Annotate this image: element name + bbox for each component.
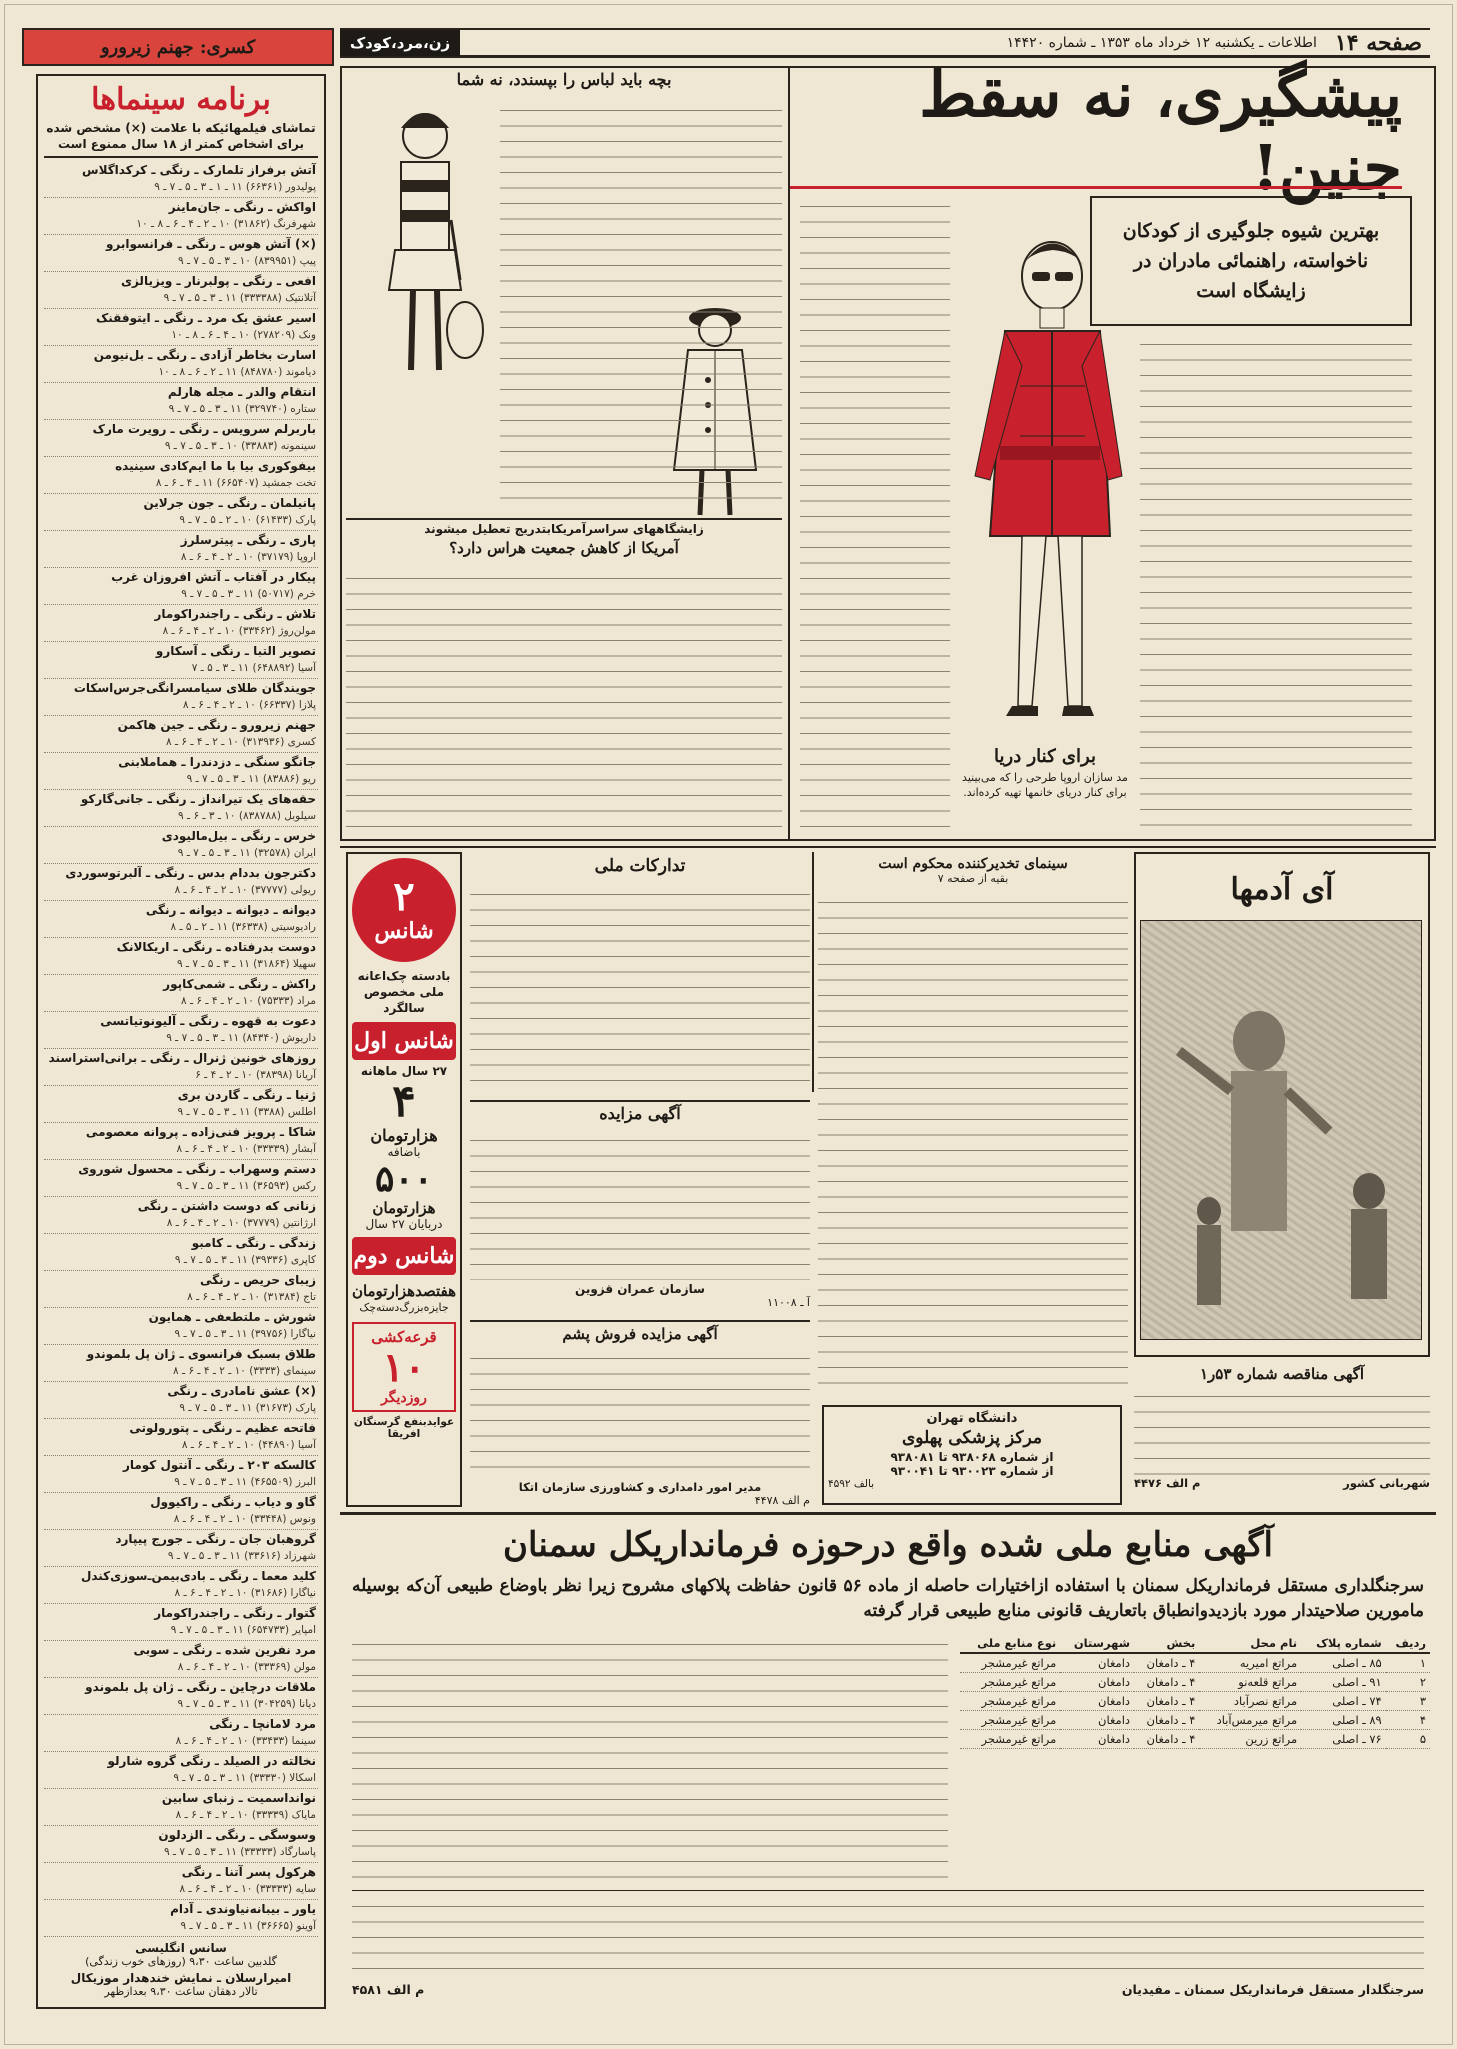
auction1-headline: آگهی مزایده xyxy=(599,1104,681,1123)
cinema-item-detail: مولن‌روژ (۳۳۴۶۲) ۱۰ ـ ۲ ـ ۴ ـ ۶ ـ ۸ xyxy=(162,625,316,637)
university-phone2: از شماره ۹۳۰۰۲۳ تا ۹۳۰۰۴۱ xyxy=(890,1464,1054,1478)
cinema-item-name: یاور ـ بیبانه‌نیاوندی ـ آدام xyxy=(170,1902,316,1916)
cinema-item-detail: آتلانتیک (۳۳۳۳۸۸) ۱۱ ـ ۳ ـ ۵ ـ ۷ ـ ۹ xyxy=(163,292,316,304)
cinema-item xyxy=(44,901,318,938)
cinema-item-name: شورش ـ ملتطعفی ـ همایون xyxy=(148,1310,316,1324)
cinema-item-name: طلاق بسبک فرانسوی ـ ژان پل بلموندو xyxy=(86,1347,316,1361)
cinema-item-detail: ریولی (۳۷۷۷۷) ۱۰ ـ ۲ ـ ۴ ـ ۶ ـ ۸ xyxy=(174,884,316,896)
cinema-item-name: اواکش ـ رنگی ـ جان‌ماینر xyxy=(168,200,316,214)
photo-title: آی آدمها xyxy=(1230,872,1334,907)
table-cell: مراتع غیرمشجر xyxy=(960,1711,1060,1730)
table-cell: ۷۴ ـ اصلی xyxy=(1301,1692,1386,1711)
cinema-item-detail: امپایر (۶۵۴۷۳۳) ۱۱ ـ ۳ ـ ۵ ـ ۷ ـ ۹ xyxy=(170,1624,316,1636)
cinema-item xyxy=(44,1530,318,1567)
cinema-item-detail: ایران (۳۲۵۷۸) ۱۱ ـ ۳ ـ ۵ ـ ۷ ـ ۹ xyxy=(177,847,316,859)
cinema-item-name: دستم وسهراب ـ رنگی ـ محسول شوروی xyxy=(78,1162,316,1176)
issue-date: اطلاعات ـ یکشنبه ۱۲ خرداد ماه ۱۳۵۳ ـ شماره ۱۴۴۲۰ xyxy=(1006,34,1317,51)
cinema-item xyxy=(44,420,318,457)
english-line: گلدبین ساعت ۹،۳۰ (روزهای خوب زندگی) xyxy=(85,1955,277,1968)
cinema-item-name: مرد لامانچا ـ رنگی xyxy=(209,1717,316,1731)
cinema-item-name: پاری ـ رنگی ـ پیترسلرز xyxy=(180,533,316,547)
cinema-item-name: دعوت به قهوه ـ رنگی ـ آلیونوتیاتسی xyxy=(100,1014,316,1028)
header-bar xyxy=(340,28,1430,58)
lottery-first-unit: هزارتومان xyxy=(370,1126,438,1145)
cinema-item-detail: مولن (۳۳۳۶۹) ۱۰ ـ ۲ ـ ۴ ـ ۶ ـ ۸ xyxy=(177,1661,316,1673)
woman-red-dress-drawing xyxy=(960,236,1130,736)
semnan-headline: آگهی منابع ملی شده واقع درحوزه فرمانداریکل سمنان xyxy=(503,1525,1273,1565)
cinema-item-detail: رادیوسیتی (۳۶۳۳۸) ۱۱ ـ ۲ ـ ۵ ـ ۸ xyxy=(170,921,316,933)
cinema-item-detail: آریانا (۳۸۳۹۸) ۱۰ ـ ۲ ـ ۴ ـ ۶ xyxy=(195,1069,316,1081)
cinema-item-name: کالسکه ۲۰۳ ـ رنگی ـ آنتول کومار xyxy=(122,1458,316,1472)
cinema-item xyxy=(44,1567,318,1604)
cinema-item-detail: نیاگارا (۳۹۷۵۶) ۱۱ ـ ۳ ـ ۵ ـ ۷ ـ ۹ xyxy=(174,1328,316,1340)
cinema-item-name: ژنیا ـ رنگی ـ گاردن بری xyxy=(177,1088,316,1102)
tender-signature: شهربانی کشور xyxy=(1343,1476,1430,1490)
photo-box xyxy=(1134,852,1430,1357)
lottery-second-desc: جایزه‌بزرگ‌دسته‌چک xyxy=(359,1301,449,1314)
table-row xyxy=(960,1653,1430,1673)
lottery-draw-box xyxy=(352,1322,456,1412)
table-cell: ۵ xyxy=(1386,1730,1430,1749)
cinema-item-name: تصویر التبا ـ رنگی ـ آسکارو xyxy=(155,644,316,658)
cinema-item-detail: نیاگارا (۳۱۶۸۶) ۱۰ ـ ۲ ـ ۴ ـ ۶ ـ ۸ xyxy=(174,1587,316,1599)
famine-photo-figures xyxy=(1139,921,1421,1341)
cinema-item-detail: تاج (۳۱۳۸۴) ۱۰ ـ ۲ ـ ۴ ـ ۶ ـ ۸ xyxy=(187,1291,316,1303)
kids-headline: بچه باید لباس را بپسندد، نه شما xyxy=(456,70,672,89)
table-cell: دامغان xyxy=(1060,1653,1134,1673)
cinema-item-detail: دیانا (۳۰۴۲۵۹) ۱۱ ـ ۳ ـ ۵ ـ ۷ ـ ۹ xyxy=(177,1698,316,1710)
cinema-item xyxy=(44,272,318,309)
cinema-item-name: حقه‌های یک تیرانداز ـ رنگی ـ جانی‌گارکو xyxy=(80,792,316,806)
supply-headline-box xyxy=(470,856,810,876)
cinema-item-name: شاکا ـ پرویز فنی‌زاده ـ پروانه معصومی xyxy=(85,1125,316,1139)
table-cell: ۴ xyxy=(1386,1711,1430,1730)
table-cell: مراتع غیرمشجر xyxy=(960,1673,1060,1692)
auction1-signature: سازمان عمران قزوین xyxy=(575,1282,705,1296)
page-number: صفحه ۱۴ xyxy=(1334,29,1422,56)
lottery-second: شانس دوم xyxy=(352,1237,456,1275)
cinema-item-name: اسارت بخاطر آزادی ـ رنگی ـ بل‌نیومن xyxy=(93,348,316,362)
caption-box xyxy=(960,744,1130,836)
kids-illustration-tennis xyxy=(355,100,495,400)
cinema-item-detail: ستاره (۳۲۹۷۴۰) ۱۱ ـ ۳ ـ ۵ ـ ۷ ـ ۹ xyxy=(168,403,316,415)
cinema-item-detail: آسیا (۴۴۸۹۰) ۱۰ ـ ۲ ـ ۴ ـ ۶ ـ ۸ xyxy=(181,1439,316,1451)
cinema-item-detail: رکس (۳۶۵۹۳) ۱۱ ـ ۳ ـ ۵ ـ ۷ ـ ۹ xyxy=(176,1180,316,1192)
cinema-item-name: جانگو سنگی ـ دزدندرا ـ هماملابنی xyxy=(118,755,316,769)
table-cell: مراتع غیرمشجر xyxy=(960,1730,1060,1749)
semnan-col-header: نوع منابع ملی xyxy=(960,1634,1060,1653)
divider-supply-cinema xyxy=(812,852,814,1092)
cinema-item-name: زیبای حریص ـ رنگی xyxy=(200,1273,316,1287)
cinema-item-name: گروهبان جان ـ رنگی ـ جورج پیپارد xyxy=(115,1532,316,1546)
headline-rule xyxy=(790,186,1402,189)
cinema-item xyxy=(44,1049,318,1086)
lottery-count: ۲ xyxy=(393,873,415,920)
supply-headline: تدارکات ملی xyxy=(594,856,686,876)
cinema-item-name: روزهای خونین ژنرال ـ رنگی ـ برانی‌استراسند xyxy=(48,1051,316,1065)
cinema-item xyxy=(44,1493,318,1530)
cinema-item-name: نخالته در الصیلد ـ رنگی گروه شارلو xyxy=(107,1754,316,1768)
main-headline-box xyxy=(790,58,1402,204)
cinema-item xyxy=(44,1086,318,1123)
cinema-item xyxy=(44,383,318,420)
cinema-item xyxy=(44,827,318,864)
us-text xyxy=(346,568,782,834)
cinema-item xyxy=(44,1197,318,1234)
table-cell: ۹۱ ـ اصلی xyxy=(1301,1673,1386,1692)
cinema-item xyxy=(44,790,318,827)
table-cell: ۳ xyxy=(1386,1692,1430,1711)
cinema-item-detail: سایه (۳۳۳۳۳) ۱۰ ـ ۲ ـ ۴ ـ ۶ ـ ۸ xyxy=(179,1883,316,1895)
cinema-item-name: جهنم زیرورو ـ رنگی ـ جین هاکمن xyxy=(117,718,316,732)
cinema-item xyxy=(44,753,318,790)
caption-note: مد سازان اروپا طرحی را که می‌بینید برای کنار دریای خانمها تهیه کرده‌اند. xyxy=(962,771,1128,799)
supply-text xyxy=(470,884,810,1094)
tender-title: آگهی مناقصه شماره ۵۳ر۱ xyxy=(1199,1365,1365,1383)
cinema-item-name: هرکول پسر آتنا ـ رنگی xyxy=(181,1865,316,1879)
auction2-signature: مدیر امور دامداری و کشاورزی سازمان اتکا xyxy=(518,1480,762,1494)
lottery-first-unit2: هزارتومان xyxy=(372,1199,436,1217)
cinema-item xyxy=(44,1604,318,1641)
cinema-item-detail: اروپا (۳۷۱۷۹) ۱۰ ـ ۲ ـ ۴ ـ ۶ ـ ۸ xyxy=(180,551,316,563)
divider-main-kids xyxy=(788,66,790,841)
cinema-item xyxy=(44,864,318,901)
lottery-first-desc: ۲۷ سال ماهانه xyxy=(360,1064,448,1078)
crossword-title: کسری: جهنم زیرورو xyxy=(100,36,256,58)
semnan-table-box xyxy=(960,1634,1430,1749)
cinema-item-detail: سینمای (۳۳۳۳) ۱۰ ـ ۲ ـ ۴ ـ ۶ ـ ۸ xyxy=(173,1365,316,1377)
cinema-item-detail: پلازا (۶۶۳۳۷) ۱۰ ـ ۲ ـ ۴ ـ ۶ ـ ۸ xyxy=(182,699,316,711)
cinema-item-name: مرد نفرین شده ـ رنگی ـ سوبی xyxy=(133,1643,316,1657)
auction2-headline-box xyxy=(470,1324,810,1343)
table-cell: ۸۹ ـ اصلی xyxy=(1301,1711,1386,1730)
university-line2: مرکز پزشکی پهلوی xyxy=(902,1428,1042,1448)
lottery-first-amount: ۴ xyxy=(392,1076,416,1127)
cinema-item-detail: خرم (۵۰۷۱۷) ۱۱ ـ ۳ ـ ۵ ـ ۷ ـ ۹ xyxy=(181,588,316,600)
cinema-item-name: دوست بدرفتاده ـ رنگی ـ اریکالانک xyxy=(116,940,316,954)
table-cell: مراتع امیریه xyxy=(1199,1653,1301,1673)
cinema-item xyxy=(44,309,318,346)
cinema-list xyxy=(44,161,318,1937)
auction2-signature-box xyxy=(470,1480,810,1507)
semnan-subtitle-box xyxy=(352,1574,1424,1624)
lottery-draw-count: ۱۰ xyxy=(382,1344,426,1391)
cinema-item-detail: اطلس (۳۳۸۸) ۱۱ ـ ۳ ـ ۵ ـ ۷ ـ ۹ xyxy=(177,1106,316,1118)
table-cell: ۴ ـ دامغان xyxy=(1134,1692,1199,1711)
cinema-item xyxy=(44,457,318,494)
table-row xyxy=(960,1711,1430,1730)
cinema-intro: تماشای فیلمهائیکه با علامت (×) مشخص شده برای اشخاص کمتر از ۱۸ سال ممنوع است xyxy=(44,120,318,158)
cinema-item xyxy=(44,1308,318,1345)
cinema-item-detail: پارک (۳۱۶۷۳) ۱۱ ـ ۳ ـ ۵ ـ ۷ ـ ۹ xyxy=(179,1402,316,1414)
cinema-item xyxy=(44,1123,318,1160)
caption-title: برای کنار دریا xyxy=(994,746,1096,767)
cinema-item-name: خرس ـ رنگی ـ بیل‌مالیودی xyxy=(161,829,316,843)
cinema-item-detail: ونوس (۳۳۴۴۸) ۱۰ ـ ۲ ـ ۴ ـ ۶ ـ ۸ xyxy=(173,1513,316,1525)
table-cell: ۸۵ ـ اصلی xyxy=(1301,1653,1386,1673)
cinema-item xyxy=(44,1678,318,1715)
semnan-signature: سرجنگلدار مستقل فرمانداریکل سمنان ـ مفیدیان xyxy=(1121,1982,1424,1997)
cinema-item xyxy=(44,346,318,383)
semnan-col-header: شماره پلاک xyxy=(1301,1634,1386,1653)
cinema-item xyxy=(44,235,318,272)
cinema-item-name: (×) عشق نامادری ـ رنگی xyxy=(167,1384,316,1398)
kids-headline-box xyxy=(346,70,782,96)
fashion-illustration xyxy=(960,236,1130,736)
university-ref: بالف ۴۵۹۲ xyxy=(828,1478,875,1490)
divider-kids-us xyxy=(346,518,782,520)
table-cell: مراتع غیرمشجر xyxy=(960,1653,1060,1673)
cinema-item-detail: اسکالا (۳۳۳۳۰) ۱۱ ـ ۳ ـ ۵ ـ ۷ ـ ۹ xyxy=(173,1772,316,1784)
cinema-article-title: سینمای تخدیرکننده محکوم است xyxy=(878,856,1068,872)
cinema-item-detail: دیاموند (۸۴۸۷۸۰) ۱۱ ـ ۲ ـ ۶ ـ ۸ ـ ۱۰ xyxy=(158,366,316,378)
cinema-item xyxy=(44,1900,318,1937)
cinema-item-name: اسیر عشق یک مرد ـ رنگی ـ ایتوفقنک xyxy=(95,311,316,325)
lottery-plus: باضافه xyxy=(387,1145,421,1159)
semnan-table-body xyxy=(960,1653,1430,1749)
table-cell: مراتع قلعه‌نو xyxy=(1199,1673,1301,1692)
cinema-item-detail: شهرزاد (۳۳۶۱۶) ۱۱ ـ ۳ ـ ۵ ـ ۷ ـ ۹ xyxy=(167,1550,316,1562)
auction1-ref: آ ـ ۱۱۰۰۸ xyxy=(767,1296,810,1309)
cinema-item xyxy=(44,716,318,753)
lottery-word: شانس xyxy=(374,918,434,944)
divider-semnan-footer xyxy=(352,1890,1424,1891)
cinema-item xyxy=(44,679,318,716)
lottery-first: شانس اول xyxy=(352,1022,456,1060)
cinema-item-detail: سهیلا (۳۱۸۶۴) ۱۱ ـ ۳ ـ ۵ ـ ۷ ـ ۹ xyxy=(176,958,316,970)
cinema-item-detail: مراد (۷۵۳۳۳) ۱۰ ـ ۲ ـ ۴ ـ ۶ ـ ۸ xyxy=(181,995,316,1007)
cinema-item-name: افعی ـ رنگی ـ پولبرنار ـ ویزیالزی xyxy=(120,274,316,288)
semnan-subtitle: سرجنگلداری مستقل فرمانداریکل سمنان با استفاده ازاختیارات حاصله از ماده ۵۶ قانون حفاظت پلاکهای مشروح زیرا نظر باوضاع طبیعی آن‌که بوسیله مامورین صلاحیتدار مورد بازدیدوانطباق باتعاریف قانونی منابع طبیعی قرار گرفته xyxy=(352,1576,1424,1621)
main-summary-box xyxy=(1090,196,1412,326)
cinema-item xyxy=(44,642,318,679)
lottery-benefit: عوایدبنفع گرسنگان افریقا xyxy=(353,1416,455,1440)
cinema-item-detail: ریو (۸۳۸۸۶) ۱۱ ـ ۳ ـ ۵ ـ ۷ ـ ۹ xyxy=(186,773,316,785)
cinema-item xyxy=(44,1752,318,1789)
tender-signature-row xyxy=(1134,1476,1430,1490)
main-text-col-2 xyxy=(800,196,950,836)
lottery-circle xyxy=(352,858,456,962)
cinema-item-detail: کاپری (۳۹۳۳۶) ۱۱ ـ ۳ ـ ۵ ـ ۷ ـ ۹ xyxy=(174,1254,316,1266)
table-cell: ۴ ـ دامغان xyxy=(1134,1730,1199,1749)
kids-text xyxy=(500,100,782,510)
lottery-first-amount2: ۵۰۰ xyxy=(374,1158,433,1200)
cinema-item-detail: سینمونه (۳۳۸۸۳) ۱۰ ـ ۳ ـ ۵ ـ ۷ ـ ۹ xyxy=(164,440,316,452)
table-cell: ۴ ـ دامغان xyxy=(1134,1673,1199,1692)
cinema-item-name: بیفوکوری بیا با ما ایم‌کادی سینیده xyxy=(115,459,316,473)
cinema-item-detail: پارک (۶۱۴۳۳) ۱۰ ـ ۲ ـ ۵ ـ ۷ ـ ۹ xyxy=(179,514,316,526)
cinema-item-detail: شهرفرنگ (۳۱۸۶۲) ۱۰ ـ ۲ ـ ۴ ـ ۶ ـ ۸ ـ ۱۰ xyxy=(136,218,316,230)
divider-auction1 xyxy=(470,1100,810,1102)
auction2-text xyxy=(470,1348,810,1478)
university-phone1: از شماره ۹۳۸۰۶۸ تا ۹۳۸۰۸۱ xyxy=(890,1450,1054,1464)
semnan-footer-text xyxy=(352,1896,1424,1978)
lottery-draw-label: قرعه‌کشی xyxy=(371,1328,437,1346)
table-cell: دامغان xyxy=(1060,1692,1134,1711)
cinema-item-detail: پولیدور (۶۶۳۶۱) ۱۱ ـ ۱ ـ ۳ ـ ۵ ـ ۷ ـ ۹ xyxy=(154,181,316,193)
crossword-bar xyxy=(22,28,334,66)
table-cell: ۴ ـ دامغان xyxy=(1134,1711,1199,1730)
cinema-item-detail: پیپ (۸۳۹۹۵۱) ۱۰ ـ ۳ ـ ۵ ـ ۷ ـ ۹ xyxy=(177,255,316,267)
semnan-table-head xyxy=(960,1634,1430,1653)
cinema-item xyxy=(44,1863,318,1900)
table-cell: مراتع نصرآباد xyxy=(1199,1692,1301,1711)
divider-auction2 xyxy=(470,1320,810,1322)
cinema-item-detail: البرز (۴۶۵۵۰۹) ۱۱ ـ ۳ ـ ۵ ـ ۷ ـ ۹ xyxy=(174,1476,316,1488)
table-cell: ۲ xyxy=(1386,1673,1430,1692)
cinema-item xyxy=(44,1345,318,1382)
table-cell: دامغان xyxy=(1060,1673,1134,1692)
lottery-draw-unit: روزدیگر xyxy=(381,1390,427,1406)
university-line1: دانشگاه تهران xyxy=(926,1411,1018,1426)
cinema-item-detail: سیلوبل (۸۳۸۷۸۸) ۱۰ ـ ۳ ـ ۶ ـ ۹ xyxy=(178,810,316,822)
auction1-text xyxy=(470,1130,810,1280)
cinema-item-name: جویندگان طلای سیامسرانگی‌جرس‌اسکات xyxy=(73,681,316,695)
auction2-ref: م الف ۴۴۷۸ xyxy=(754,1494,810,1507)
semnan-col-header: بخش xyxy=(1134,1634,1199,1653)
cinema-item xyxy=(44,1789,318,1826)
main-text-col-1 xyxy=(1140,334,1412,834)
divider-top-middle xyxy=(340,846,1436,848)
semnan-col-header: ردیف xyxy=(1386,1634,1430,1653)
cinema-item-name: ملاقات درچاین ـ رنگی ـ ژان پل بلموندو xyxy=(85,1680,316,1694)
cinema-item-name: دیوانه ـ دیوانه ـ دیوانه ـ رنگی xyxy=(145,903,316,917)
semnan-ref: م الف ۴۵۸۱ xyxy=(352,1982,425,1997)
lottery-second-amount: هفتصدهزارتومان xyxy=(351,1282,456,1300)
music-detail: تالار دهقان ساعت ۹،۳۰ بعدازظهر xyxy=(104,1985,258,1998)
cinema-item-name: زندگی ـ رنگی ـ کامبو xyxy=(191,1236,316,1250)
cinema-item xyxy=(44,605,318,642)
cinema-item-name: گاو و دیاب ـ رنگی ـ راکیوول xyxy=(150,1495,316,1509)
cinema-item xyxy=(44,1271,318,1308)
lottery-subtitle: بادسته چک‌اعانه ملی مخصوص سالگرد xyxy=(357,969,451,1015)
cinema-item xyxy=(44,198,318,235)
cinema-item-detail: ارژانتین (۳۷۷۷۹) ۱۰ ـ ۲ ـ ۴ ـ ۶ ـ ۸ xyxy=(166,1217,316,1229)
section-label-text: زن،مرد،کودک xyxy=(349,34,451,52)
main-summary: بهترین شیوه جلوگیری از کودکان ناخواسته، راهنمائی مادران در زایشگاه است xyxy=(1122,220,1380,302)
cinema-item xyxy=(44,1715,318,1752)
table-row xyxy=(960,1673,1430,1692)
tender-ad xyxy=(1134,1362,1430,1507)
auction2-headline: آگهی مزایده فروش پشم xyxy=(562,1325,718,1343)
cinema-item xyxy=(44,1419,318,1456)
cinema-item-name: وسوسگی ـ رنگی ـ الزدلون xyxy=(158,1828,316,1842)
cinema-item xyxy=(44,1382,318,1419)
cinema-item xyxy=(44,1012,318,1049)
main-headline: پیشگیری، نه سقط جنین! xyxy=(919,58,1402,204)
cinema-item xyxy=(44,568,318,605)
table-row xyxy=(960,1730,1430,1749)
us-headline: آمریکا از کاهش جمعیت هراس دارد؟ xyxy=(449,539,679,557)
cinema-item xyxy=(44,494,318,531)
cinema-item-name: فاتحه عظیم ـ رنگی ـ پتورولوتی xyxy=(129,1421,316,1435)
cinema-column xyxy=(36,74,326,2009)
cinema-item-name: کلید معما ـ رنگی ـ بادی‌بیمن‌ـ‌سوزی‌کندل xyxy=(80,1569,316,1583)
cinema-item xyxy=(44,531,318,568)
lottery-first-desc2: دربایان ۲۷ سال xyxy=(365,1217,443,1231)
cinema-item-detail: سینما (۳۳۴۳۳) ۱۰ ـ ۲ ـ ۴ ـ ۶ ـ ۸ xyxy=(175,1735,316,1747)
table-cell: مراتع میرمس‌آباد xyxy=(1199,1711,1301,1730)
cinema-item-name: پیکار در آفتاب ـ آتش افروزان غرب xyxy=(111,570,316,584)
famine-photo xyxy=(1140,920,1422,1340)
cinema-item-detail: تخت جمشید (۶۶۵۴۰۷) ۱۱ ـ ۴ ـ ۶ ـ ۸ xyxy=(155,477,316,489)
us-kicker-box xyxy=(346,522,782,560)
cinema-item-name: نوانداسمیت ـ زنبای سابین xyxy=(161,1791,316,1805)
cinema-article-head xyxy=(818,856,1128,885)
us-kicker: زایشگاههای سراسرآمریکابتدریج تعطیل میشوند xyxy=(424,522,704,536)
cinema-item-detail: آبشار (۳۳۳۳۹) ۱۰ ـ ۲ ـ ۴ ـ ۶ ـ ۸ xyxy=(176,1143,316,1155)
semnan-signature-box xyxy=(352,1982,1424,1997)
semnan-headline-box xyxy=(340,1520,1436,1570)
table-cell: ۷۶ ـ اصلی xyxy=(1301,1730,1386,1749)
semnan-col-header: نام محل xyxy=(1199,1634,1301,1653)
english-header: سانس انگلیسی xyxy=(135,1941,227,1955)
table-cell: مراتع غیرمشجر xyxy=(960,1692,1060,1711)
cinema-item-detail: آسیا (۶۴۸۸۹۲) ۱۱ ـ ۳ ـ ۵ ـ ۷ xyxy=(191,662,316,674)
cinema-item-detail: مایاک (۳۳۳۳۹) ۱۰ ـ ۲ ـ ۴ ـ ۶ ـ ۸ xyxy=(175,1809,316,1821)
cinema-item-detail: کسری (۳۱۳۹۳۶) ۱۰ ـ ۲ ـ ۴ ـ ۶ ـ ۸ xyxy=(166,736,316,748)
cinema-title: برنامه سینماها xyxy=(91,82,271,117)
cinema-item xyxy=(44,161,318,198)
girl-tennis-drawing xyxy=(355,100,495,400)
cinema-item xyxy=(44,1234,318,1271)
university-ad xyxy=(822,1405,1122,1505)
cinema-item-name: راکش ـ رنگی ـ شمی‌کاپور xyxy=(163,977,316,991)
table-cell: ۱ xyxy=(1386,1653,1430,1673)
cinema-item xyxy=(44,1641,318,1678)
auction1-signature-box xyxy=(470,1282,810,1309)
table-cell: دامغان xyxy=(1060,1711,1134,1730)
cinema-item-detail: ونک (۲۷۸۲۰۹) ۱۰ ـ ۴ ـ ۶ ـ ۸ ـ ۱۰ xyxy=(171,329,316,341)
section-label xyxy=(340,30,460,56)
cinema-item-name: تلاش ـ رنگی ـ راجندراکومار xyxy=(154,607,316,621)
lottery-ad xyxy=(346,852,462,1507)
auction1-headline-box xyxy=(470,1104,810,1123)
semnan-col-header: شهرستان xyxy=(1060,1634,1134,1653)
cinema-item-name: (×) آتش هوس ـ رنگی ـ فرانسوابرو xyxy=(105,237,316,251)
cinema-item-name: دکترجون بددام بدس ـ رنگی ـ آلبرتوسوردی xyxy=(65,866,316,880)
cinema-item-detail: داریوش (۸۴۳۴۰) ۱۱ ـ ۳ ـ ۵ ـ ۷ ـ ۹ xyxy=(166,1032,316,1044)
semnan-table xyxy=(960,1634,1430,1749)
cinema-item-name: پانیلمان ـ رنگی ـ جون جرلاین xyxy=(143,496,316,510)
cinema-item-name: آتش برفراز تلمارک ـ رنگی ـ کرکداگلاس xyxy=(82,163,316,177)
cinema-item-detail: پاسارگاد (۳۳۳۳۳) ۱۱ ـ ۳ ـ ۵ ـ ۷ ـ ۹ xyxy=(163,1846,316,1858)
cinema-article-cont: بقیه از صفحه ۷ xyxy=(937,872,1009,885)
cinema-article-text xyxy=(818,892,1128,1397)
cinema-item-name: گتوار ـ رنگی ـ راجندراکومار xyxy=(154,1606,316,1620)
cinema-item-name: انتقام والدر ـ مجله هارلم xyxy=(167,385,316,399)
table-cell: دامغان xyxy=(1060,1730,1134,1749)
tender-ref: م الف ۴۴۷۶ xyxy=(1134,1476,1201,1490)
cinema-item xyxy=(44,1160,318,1197)
table-cell: مراتع زرین xyxy=(1199,1730,1301,1749)
divider-semnan xyxy=(340,1512,1436,1515)
cinema-item-detail: آوینو (۳۶۶۶۵) ۱۱ ـ ۳ ـ ۵ ـ ۷ ـ ۹ xyxy=(180,1920,316,1932)
cinema-item xyxy=(44,975,318,1012)
cinema-item-name: باربرلم سرویس ـ رنگی ـ رویرت مارک xyxy=(92,422,316,436)
cinema-item-name: زنانی که دوست داشتن ـ رنگی xyxy=(137,1199,316,1213)
table-row xyxy=(960,1692,1430,1711)
cinema-item xyxy=(44,1456,318,1493)
table-cell: ۴ ـ دامغان xyxy=(1134,1653,1199,1673)
cinema-item xyxy=(44,938,318,975)
tender-text xyxy=(1134,1386,1430,1476)
semnan-plots-text xyxy=(352,1634,948,1884)
cinema-item xyxy=(44,1826,318,1863)
music-line: امیرارسلان ـ نمایش خندهدار موزیکال xyxy=(70,1971,292,1985)
